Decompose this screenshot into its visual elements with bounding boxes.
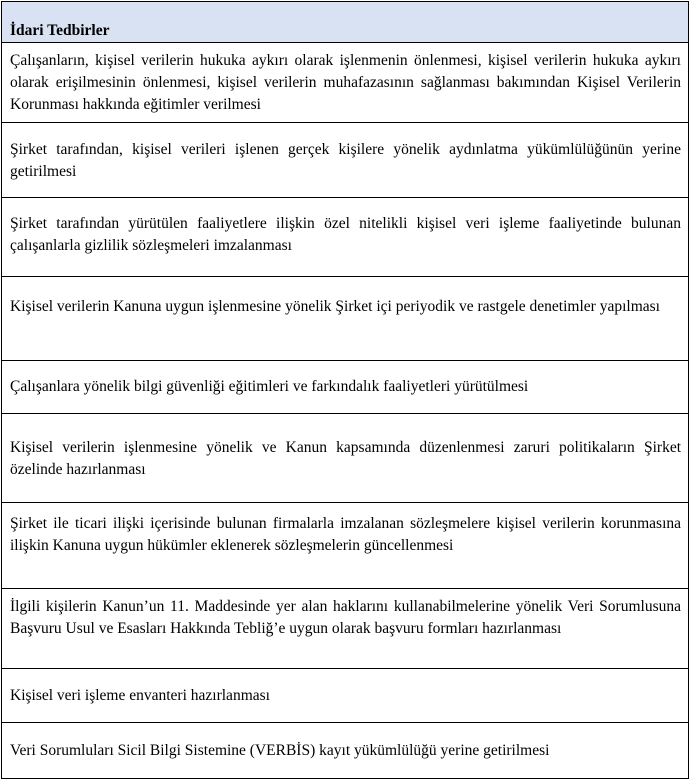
table-cell: Çalışanların, kişisel verilerin hukuka aykırı olarak işlenmenin önlenmesi, kişisel verilerin hukuka aykırı olarak erişilmesinin önlenmesi, kişisel verilerin muhafazasının sağlanması bakımından Kişisel Verilerin Korunması hakkında eğitimler verilmesi [10, 51, 681, 113]
table-header-row [2, 2, 688, 42]
table-row [2, 197, 688, 276]
table-row [2, 413, 688, 502]
table-row [2, 722, 688, 778]
table-cell: Kişisel verilerin işlenmesine yönelik ve Kanun kapsamında düzenlenmesi zaruri politikaların Şirket özelinde hazırlanması [10, 439, 681, 478]
table-cell: Şirket ile ticari ilişki içerisinde bulunan firmalarla imzalanan sözleşmelere kişisel verilerin korunmasına ilişkin Kanuna uygun hükümler eklenerek sözleşmelerin güncellenmesi [10, 515, 681, 554]
table-row [2, 668, 688, 722]
table-cell: İlgili kişilerin Kanun’un 11. Maddesinde yer alan haklarını kullanabilmelerine yönelik Veri Sorumlusuna Başvuru Usul ve Esasları Hakkında Tebliğ’e uygun olarak başvuru formları hazırlanması [10, 598, 681, 637]
table-row [2, 122, 688, 197]
table-row [2, 42, 688, 122]
table-header: İdari Tedbirler [10, 22, 110, 39]
table-row [2, 276, 688, 360]
table-cell: Kişisel veri işleme envanteri hazırlanması [10, 686, 270, 704]
table-cell: Şirket tarafından, kişisel verileri işlenen gerçek kişilere yönelik aydınlatma yükümlülüğünün yerine getirilmesi [10, 141, 681, 180]
table-cell: Çalışanlara yönelik bilgi güvenliği eğitimleri ve farkındalık faaliyetleri yürütülmesi [10, 378, 529, 395]
table-cell: Veri Sorumluları Sicil Bilgi Sistemine (VERBİS) kayıt yükümlülüğü yerine getirilmesi [10, 741, 550, 759]
table-cell: Kişisel verilerin Kanuna uygun işlenmesine yönelik Şirket içi periyodik ve rastgele denetimler yapılması [10, 298, 660, 315]
administrative-measures-table [1, 1, 689, 779]
table-row [2, 588, 688, 668]
table-row [2, 502, 688, 588]
table-cell: Şirket tarafından yürütülen faaliyetlere ilişkin özel nitelikli kişisel veri işleme faaliyetinde bulunan çalışanlarla gizlilik sözleşmeleri imzalanması [10, 215, 681, 254]
table-row [2, 360, 688, 413]
